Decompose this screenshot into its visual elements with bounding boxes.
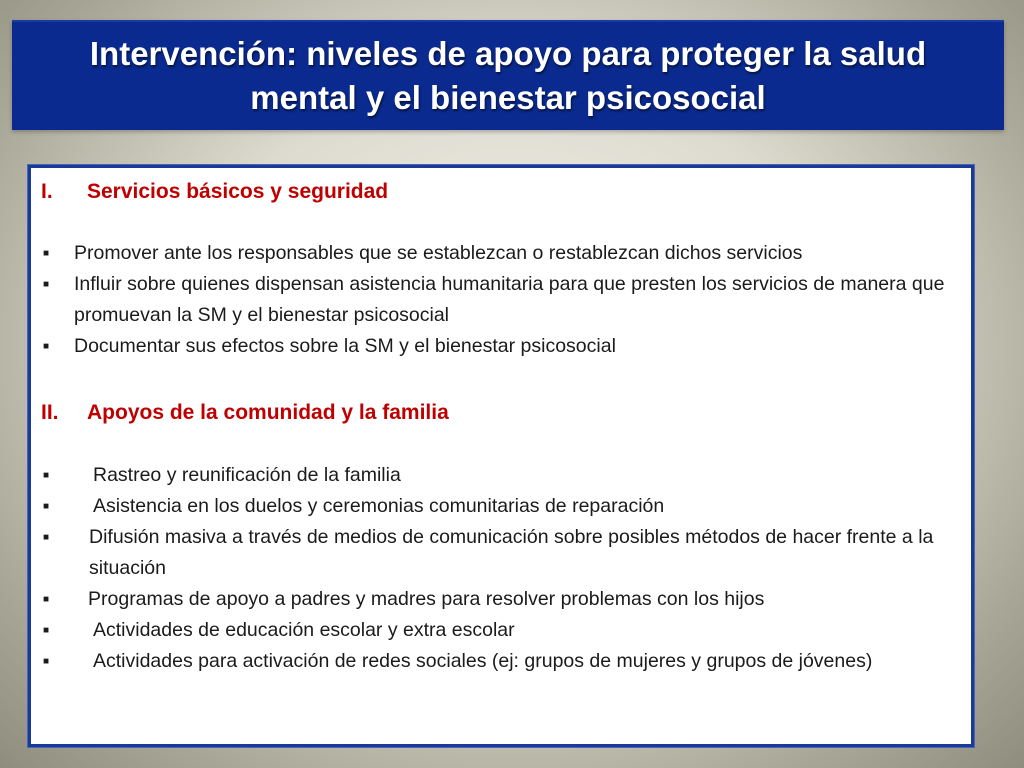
bullet-icon: ■: [43, 341, 50, 352]
bullet-icon: ■: [43, 248, 50, 259]
bullet-icon: ■: [43, 594, 50, 605]
section-heading-1: [41, 179, 388, 205]
content-box: [28, 165, 974, 747]
section-2-list: [43, 460, 963, 677]
list-item: ■ Rastreo y reunificación de la familia: [43, 460, 963, 491]
list-item: ■ Influir sobre quienes dispensan asistencia humanitaria para que presten los servicios de manera que promuevan la SM y el bienestar psicosocial: [43, 269, 963, 331]
bullet-icon: ■: [43, 501, 50, 512]
section-title-1: Servicios básicos y seguridad: [87, 180, 389, 203]
title-bar: [12, 20, 1004, 130]
section-number-2: II.: [41, 401, 59, 424]
list-item: ■ Asistencia en los duelos y ceremonias comunitarias de reparación: [43, 491, 963, 522]
list-item: ■ Promover ante los responsables que se establezcan o restablezcan dichos servicios: [43, 238, 963, 269]
list-item: ■ Difusión masiva a través de medios de comunicación sobre posibles métodos de hacer frente a la situación: [43, 522, 963, 584]
list-item: ■ Documentar sus efectos sobre la SM y el bienestar psicosocial: [43, 331, 963, 362]
list-item: ■ Actividades para activación de redes sociales (ej: grupos de mujeres y grupos de jóvenes): [43, 646, 963, 677]
bullet-icon: ■: [43, 656, 50, 667]
section-title-2: Apoyos de la comunidad y la familia: [87, 401, 449, 424]
section-number-1: I.: [41, 180, 53, 203]
bullet-icon: ■: [43, 279, 50, 290]
section-heading-2: [41, 400, 449, 426]
list-item: ■ Actividades de educación escolar y extra escolar: [43, 615, 963, 646]
list-item: ■ Programas de apoyo a padres y madres para resolver problemas con los hijos: [43, 584, 963, 615]
bullet-icon: ■: [43, 625, 50, 636]
section-1-list: [43, 238, 963, 362]
bullet-icon: ■: [43, 470, 50, 481]
bullet-icon: ■: [43, 532, 50, 543]
slide-title: Intervención: niveles de apoyo para proteger la salud mental y el bienestar psicosocial: [89, 35, 927, 116]
